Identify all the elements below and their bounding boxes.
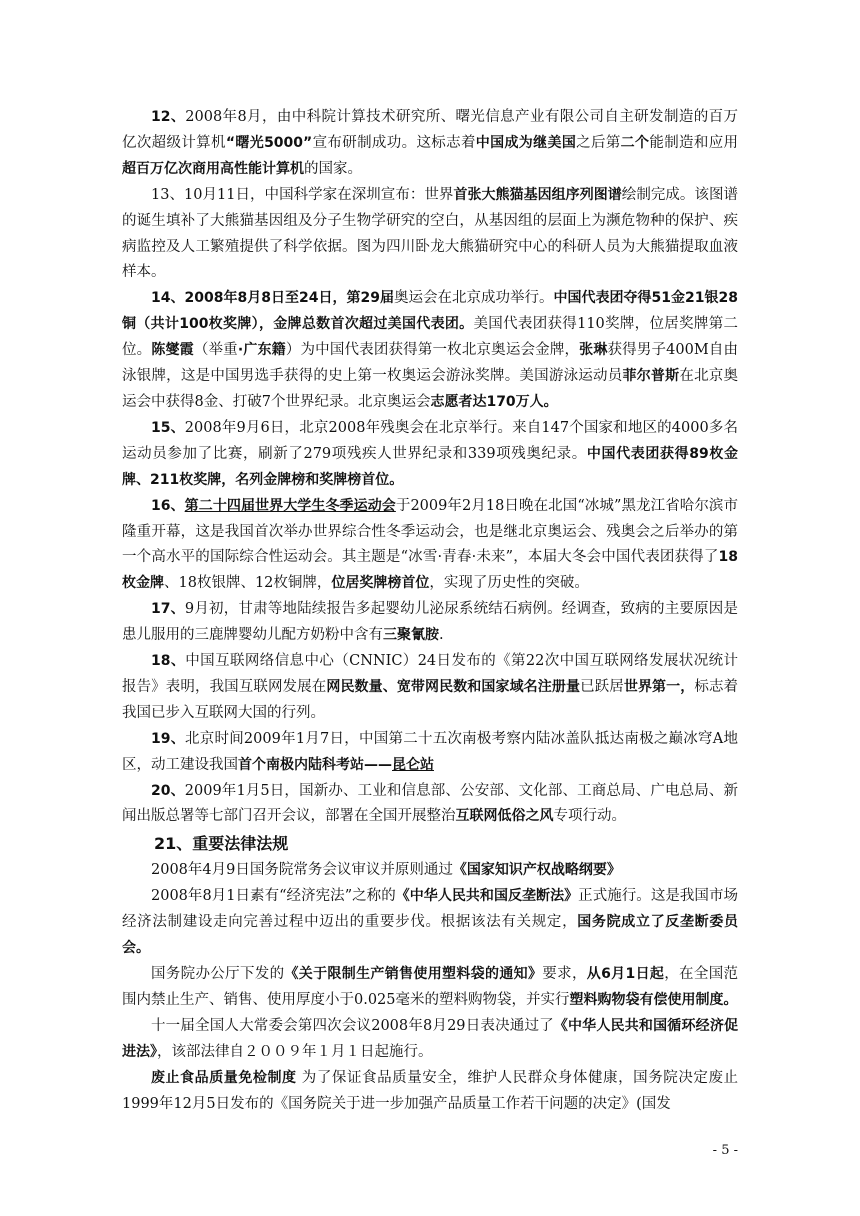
paragraph (122, 779, 738, 831)
paragraph (122, 494, 738, 598)
emphasized-text: 互联网低俗之风 (455, 808, 554, 825)
page-number: - 5 - (712, 1143, 738, 1158)
text-run: 能制造和应用 (649, 134, 739, 151)
emphasized-text: 网民数量、宽带网民数和国家域名注册量 (326, 678, 581, 695)
text-run: 正式施行。这是我国市场经济法制建设走向完善过程中迈出的重要步伐。根据该法有关规定， (122, 888, 738, 931)
paragraph (122, 183, 738, 287)
emphasized-text: 塑料购物袋有偿使用制度。 (569, 991, 738, 1008)
text-run: 13、10月11日，中国科学家在深圳宣布：世界 (151, 186, 454, 203)
text-run: 国务院办公厅下发的 (151, 966, 285, 982)
text-run: ，该部法律自２００９年１月１日起施行。 (157, 1043, 433, 1060)
text-run: ，在全国范围内禁止生产、销售、使用厚度小于0.025毫米的塑料购物袋，并实行 (122, 966, 739, 1008)
emphasized-text: 志愿者达170万人。 (430, 393, 558, 410)
text-run: . (439, 627, 444, 644)
emphasized-text: 《中华人民共和国循环经济促进法》 (122, 1017, 738, 1060)
emphasized-text: 陈燮霞 (151, 342, 194, 359)
emphasized-text: 从6月1日起 (586, 966, 665, 982)
text-run: 为了保证食品质量安全，维护人民群众身体健康，国务院决定废止1999年12月5日发布的《国务院关于进一步加强产品质量工作若干问题的决定》(国发 (122, 1069, 739, 1112)
text-run: 2008年4月9日国务院常务会议审议并原则通过 (151, 862, 453, 879)
text-run: ）为中国代表团获得第一枚北京奥运会金牌， (285, 342, 580, 359)
paragraph (122, 858, 738, 884)
emphasized-text: 二个 (620, 134, 650, 151)
section-heading: 21、重要法律法规 (154, 834, 289, 854)
paragraph (122, 649, 738, 727)
emphasized-text: ·广东籍 (237, 342, 286, 359)
emphasized-text: 中国代表团夺得51金21银28铜（共计100枚奖牌），金牌总数首次超过美国代表团。 (122, 290, 738, 333)
emphasized-text: 中国代表团获得89枚金牌、211枚奖牌，名列金牌榜和奖牌榜首位。 (122, 445, 738, 488)
paragraph (122, 416, 738, 494)
text-run: 的国家。 (304, 160, 362, 177)
emphasized-text: 世界第一， (623, 678, 695, 695)
text-run: 2008年8月1日素有“经济宪法”之称的 (151, 888, 396, 905)
emphasized-text: 国务院成立了反垄断委员会。 (122, 914, 738, 957)
text-run: 中国互联网络信息中心（CNNIC）24日发布的《第22次中国互联网络发展状况统计报告》表明，我国互联网发展在 (122, 653, 738, 695)
text-run: 、18枚银牌、12枚铜牌， (164, 575, 332, 592)
emphasized-text: 17、 (151, 601, 185, 618)
emphasized-text: 废止食品质量免检制度 (151, 1069, 297, 1086)
text-run: 于2009年2月18日晚在北国“冰城”黑龙江省哈尔滨市隆重开幕，这是我国首次举办世界综合性冬季运动会，也是继北京奥运会、残奥会之后举办的第一个高水平的国际综合性运动会。其主题是“冰雪·青春·未来”，本届大冬会中国代表团获得了 (122, 497, 739, 566)
emphasized-text: 第二十四届世界大学生冬季运动会 (184, 497, 396, 514)
text-run: 之后第 (576, 134, 621, 151)
text-run: 已跃居 (580, 678, 624, 695)
emphasized-text: 《国家知识产权战略纲要》 (452, 862, 621, 879)
emphasized-text: 《关于限制生产销售使用塑料袋的通知》 (284, 966, 543, 982)
paragraph (122, 727, 738, 779)
paragraph (122, 1014, 738, 1066)
emphasized-text: 超百万亿次商用高性能计算机 (122, 160, 304, 177)
emphasized-text: 16、 (151, 497, 185, 514)
text-run: 2008年8月，由中科院计算技术研究所、曙光信息产业有限公司自主研发制造的百万亿次超级计算机 (122, 109, 739, 151)
emphasized-text: 15、 (151, 419, 185, 436)
text-run: 美国代表团获得110奖牌，位居奖牌第二位。 (122, 316, 738, 359)
text-run: 在北京奥运会中获得8金、打破7个世界纪录。北京奥运会 (122, 368, 739, 410)
paragraph (122, 286, 738, 416)
text-run: 标志着我国已步入互联网大国的行列。 (122, 678, 739, 721)
text-run: 9月初，甘肃等地陆续报告多起婴幼儿泌尿系统结石病例。经调查，致病的主要原因是患儿服用的三鹿牌婴幼儿配方奶粉中含有 (122, 601, 738, 644)
paragraph (122, 597, 738, 649)
paragraph (122, 884, 738, 962)
text-run: 专项行动。 (553, 808, 626, 825)
text-run: （举重 (193, 342, 238, 359)
emphasized-text: 18枚金牌 (122, 549, 738, 592)
text-run: 北京时间2009年1月7日，中国第二十五次南极考察内陆冰盖队抵达南极之巅冰穹A地区，动工建设我国 (122, 730, 738, 773)
paragraph (122, 962, 738, 1014)
emphasized-text: 位居奖牌榜首位 (331, 575, 430, 592)
emphasized-text: 19、 (151, 730, 185, 747)
document-body (122, 105, 738, 1117)
emphasized-text: 14、2008年8月8日至24日，第29届 (151, 290, 394, 307)
paragraph (122, 1066, 738, 1118)
emphasized-text: “曙光5000” (225, 134, 313, 151)
emphasized-text: 张琳 (579, 342, 608, 359)
emphasized-text: 首个南极内陆科考站—— (238, 756, 392, 773)
emphasized-text: 三聚氰胺 (383, 627, 439, 644)
paragraph (122, 105, 738, 183)
text-run: 奥运会在北京成功举行。 (393, 290, 554, 307)
emphasized-text: 中国成为继美国 (475, 134, 577, 151)
emphasized-text: 《中华人民共和国反垄断法》 (395, 888, 579, 905)
emphasized-text: 18、 (151, 653, 186, 670)
emphasized-text: 昆仑站 (392, 756, 434, 773)
emphasized-text: 菲尔普斯 (622, 368, 680, 385)
text-run: 获得男子400M自由泳银牌，这是中国男选手获得的史上第一枚奥运会游泳奖牌。美国游泳运动员 (122, 342, 739, 385)
text-run: 宣布研制成功。这标志着 (312, 134, 476, 151)
emphasized-text: 12、 (151, 109, 186, 125)
text-run: 要求， (542, 966, 587, 982)
text-run: 2008年9月6日，北京2008年残奥会在北京举行。来自147个国家和地区的4000多名运动员参加了比赛，刷新了279项残疾人世界纪录和339项残奥纪录。 (122, 419, 738, 462)
emphasized-text: 20、 (151, 782, 185, 799)
text-run: 十一届全国人大常委会第四次会议2008年8月29日表决通过了 (151, 1017, 554, 1034)
text-run: ，实现了历史性的突破。 (429, 575, 589, 592)
text-run: 绘制完成。该图谱的诞生填补了大熊猫基因组及分子生物学研究的空白，从基因组的层面上为濒危物种的保护、疾病监控及人工繁殖提供了科学依据。图为四川卧龙大熊猫研究中心的科研人员为大熊猫提取血液样本。 (122, 186, 739, 281)
text-run: 2009年1月5日，国新办、工业和信息部、公安部、文化部、工商总局、广电总局、新闻出版总署等七部门召开会议，部署在全国开展整治 (122, 782, 738, 825)
emphasized-text: 首张大熊猫基因组序列图谱 (453, 186, 622, 203)
